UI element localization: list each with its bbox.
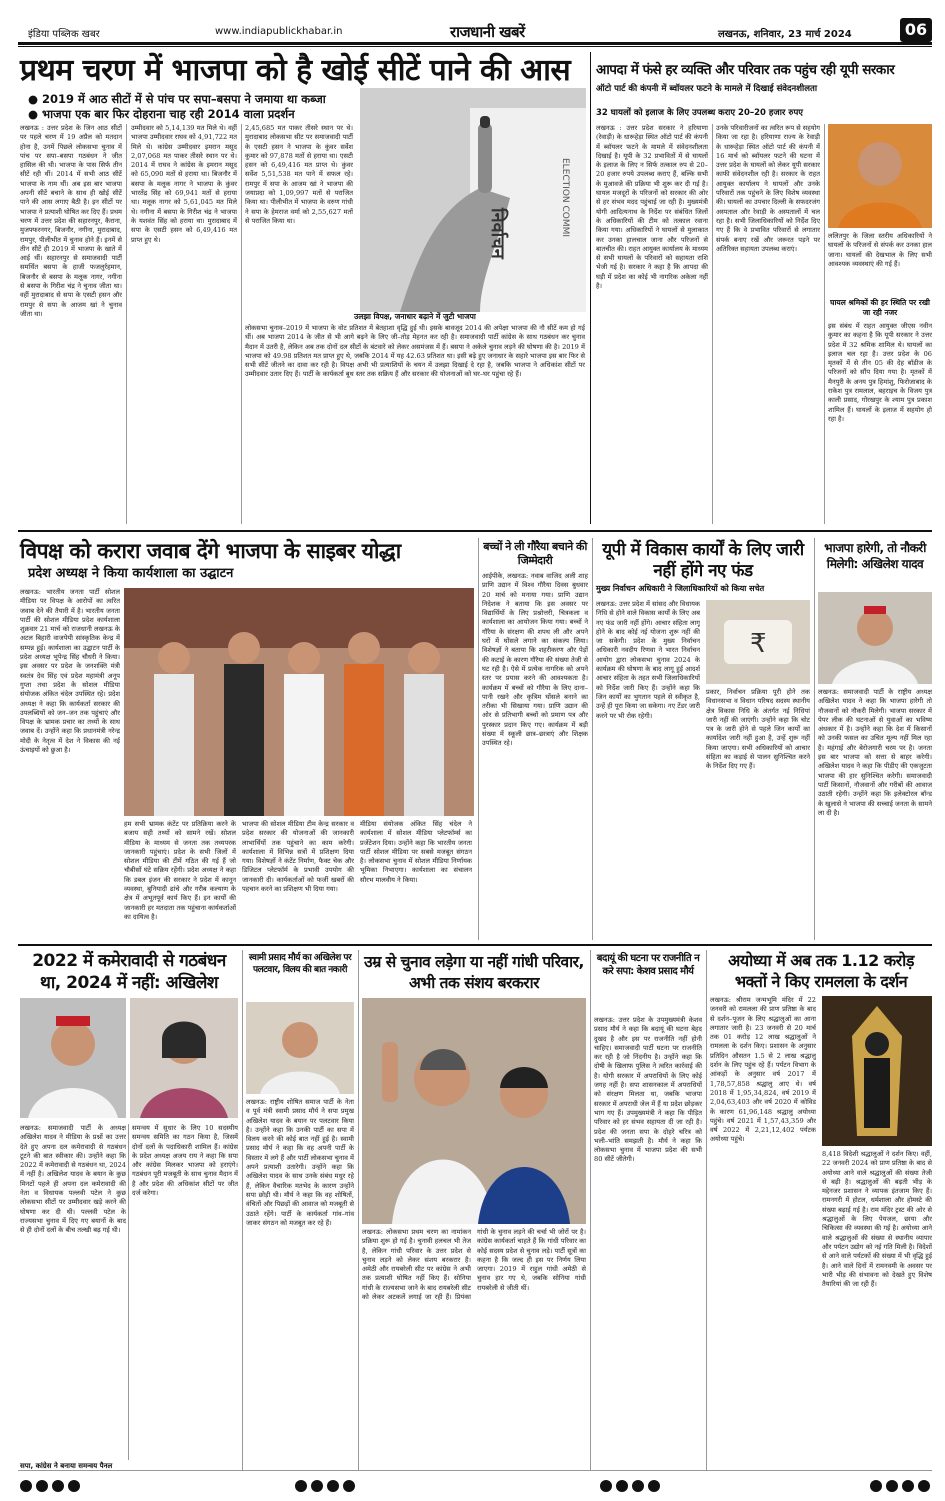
ballot-sign-en: ELECTION COMMI <box>560 158 570 238</box>
rupee-illustration <box>706 600 810 684</box>
badaun-headline: बदायूं की घटना पर राजनीति न करे सपा: केशव प्रसाद मौर्य <box>596 953 700 977</box>
row-divider <box>18 530 932 532</box>
portrait-illustration <box>130 998 238 1118</box>
col-rule <box>478 538 479 940</box>
section-divider <box>590 52 591 524</box>
story1-analysis: लोकसभा चुनाव–2019 में भाजपा के वोट प्रतिशत में बेतहाशा वृद्धि हुई थी। इसके बावजूद 2014 की अपेक्षा भाजपा की नौ सीटें कम हो गई थीं। अब भाजपा 2014 के जीत से भी आगे बढ़ने के लिए जी–तोड़ मेहनत कर रही है। समाजवादी पार्टी कांग्रेस के साथ गठबंधन कर चुनाव मैदान में उतरी है, लेकिन अब तक दोनों दल सीटों के बंटवारे को लेकर असमंजस में हैं। बसपा ने अकेले चुनाव लड़ने की घोषणा की है। 2019 में भाजपा को 49.98 प्रतिशत मत प्राप्त हुए थे, जबकि 2014 में यह 42.63 प्रतिशत था। इसी बढ़े हुए जनाधार के सहारे भाजपा इस बार फिर से सभी सीटें जीतने का दावा कर रही है। विपक्ष अभी भी प्रत्याशियों के चयन में उलझा दिखाई दे रहा है, जबकि भाजपा ने अधिकांश सीटों पर उम्मीदवार उतार दिए हैं। पार्टी के कार्यकर्ता बूथ स्तर तक सक्रिय हैं और सरकार की योजनाओं को घर–घर पहुंचा रहे हैं। <box>245 324 585 379</box>
swami-photo <box>246 1002 354 1094</box>
hospital-col1: लखनऊ : उत्तर प्रदेश सरकार ने हरियाणा (रेवाड़ी) के धारूहेड़ा स्थित ऑटो पार्ट की कंपनी में ब्वॉयलर फटने के मामले में संवेदनशीलता दिखाई है। यूपी के 32 प्रभावितों में से घायलों के इलाज के लिए न सिर्फ तत्काल रुप से 20–20 हजार रुपये उपलब्ध कराए हैं, बल्कि सभी के मुआवजे की प्रक्रिया भी शुरू कर दी गई है। घायल मजदूरों के परिजनों को सरकार की ओर से हर संभव मदद पहुंचाई जा रही है। मुख्यमंत्री योगी आदित्यनाथ के निर्देश पर संबंधित जिलों के अधिकारियों की टीम को तत्काल रवाना किया गया। अधिकारियों ने घायलों से मुलाकात कर उनका हालचाल जाना और परिजनों से बातचीत की। राहत आयुक्त कार्यालय के माध्यम से सभी घायलों के परिवारों को सहायता राशि भेजी गई है। सरकार ने कहा है कि आपदा की घड़ी में प्रदेश का कोई भी नागरिक अकेला नहीं है। <box>596 124 708 291</box>
pallavi-photo <box>130 998 238 1118</box>
footer-rule <box>18 1470 932 1471</box>
portrait-illustration <box>818 592 932 684</box>
cyber-col4: मीडिया संयोजक अंकित सिंह चंदेल ने कार्यशाला में सोशल मीडिया प्लेटफॉर्म्स का प्रजेंटेशन दिया। उन्होंने कहा कि भारतीय जनता पार्टी सोशल मीडिया पर सबसे मजबूत संगठन है। लोकसभा चुनाव में सोशल मीडिया निर्णायक भूमिका निभाएगा। कार्यशाला का संचालन सौरभ मालवीय ने किया। <box>360 820 472 884</box>
ayodhya-col2: 8,418 विदेशी श्रद्धालुओं ने दर्शन किए। वहीं, 22 जनवरी 2024 को प्राण प्रतिष्ठा के बाद से अयोध्या आने वाले श्रद्धालुओं की संख्या तेजी से बढ़ी है। श्रद्धालुओं की बढ़ती भीड़ के मद्देनजर प्रशासन ने व्यापक इंतजाम किए हैं। रामनगरी में होटल, धर्मशाला और होमस्टे की संख्या बढ़ाई गई है। राम मंदिर ट्रस्ट की ओर से श्रद्धालुओं के लिए पेयजल, छाया और चिकित्सा की व्यवस्था की गई है। अयोध्या आने वाले श्रद्धालुओं की संख्या से स्थानीय व्यापार और पर्यटन उद्योग को नई गति मिली है। विदेशों से आने वाले पर्यटकों की संख्या में भी वृद्धि हुई है। आने वाले दिनों में रामनवमी के अवसर पर भारी भीड़ की संभावना को देखते हुए विशेष तैयारियां की जा रही हैं। <box>822 1150 932 1289</box>
website[interactable]: www.indiapublickhabar.in <box>215 26 343 37</box>
col-rule <box>712 124 713 524</box>
ballot-sign-hindi: निर्वाचन <box>487 208 508 259</box>
voting-photo <box>360 88 586 312</box>
hospital-subhead: घायल श्रमिकों की हर स्थिति पर रखी जा रही नजर <box>830 298 930 317</box>
cyber-col3: भाजपा की सोशल मीडिया टीम केन्द्र सरकार व प्रदेश सरकार की योजनाओं की जानकारी लाभार्थियों तक पहुंचाने का काम करेगी। कार्यशाला में विभिन्न सत्रों में प्रशिक्षण दिया गया। विशेषज्ञों ने कंटेंट निर्माण, फैक्ट चेक और डिजिटल प्लेटफॉर्म के प्रभावी उपयोग की जानकारी दी। कार्यकर्ताओं को फर्जी खबरों की पहचान करने का प्रशिक्षण भी दिया गया। <box>242 820 354 894</box>
gandhi-photo <box>362 998 586 1224</box>
col-rule <box>241 124 242 524</box>
col-rule <box>706 950 707 1470</box>
swami-headline: स्वामी प्रसाद मौर्य का अखिलेश पर पलटवार, विलय की बात नकारी <box>248 953 352 975</box>
col-rule <box>242 950 243 1470</box>
cyber-col1: लखनऊ: भारतीय जनता पार्टी सोशल मीडिया पर विपक्ष के आरोपों का त्वरित जवाब देने की तैयारी में है। भारतीय जनता पार्टी की सोशल मीडिया प्रदेश कार्यशाला शुक्रवार 21 मार्च को राजधानी लखनऊ के अटल बिहारी वाजपेयी सांस्कृतिक केन्द्र में सम्पन्न हुई। कार्यशाला का उद्घाटन पार्टी के प्रदेश अध्यक्ष भूपेन्द्र सिंह चौधरी ने किया। इस अवसर पर प्रदेश के जनशक्ति मंत्री स्वतंत्र देव सिंह एवं प्रदेश महामंत्री अनूप गुप्ता तथा प्रदेश के सोशल मीडिया संयोजक अंकित चंदेल उपस्थित रहे। प्रदेश अध्यक्ष ने कहा कि कार्यकर्ता सरकार की उपलब्धियों को जन–जन तक पहुंचाएं और विपक्ष के भ्रामक प्रचार का तथ्यों के साथ जवाब दें। उन्होंने कहा कि प्रधानमंत्री नरेन्द्र मोदी के नेतृत्व में देश ने विकास की नई ऊंचाइयों को छुआ है। <box>20 588 120 755</box>
ayodhya-headline: अयोध्या में अब तक 1.12 करोड़ भक्तों ने किए रामलला के दर्शन <box>728 951 914 991</box>
cyber-subheadline: प्रदेश अध्यक्ष ने किया कार्यशाला का उद्घाटन <box>28 566 234 581</box>
story1-col3: 2,45,685 मत पाकर तीसरे स्थान पर थे। मुरादाबाद लोकसभा सीट पर समाजवादी पार्टी के एसटी हसन ने भाजपा के कुंवर सर्वेश कुमार को 97,878 मतों से हराया था। एसटी हसन को 6,49,416 मत प्राप्त थे। कुंवर सर्वेश 5,51,538 मत पाने में सफल रहे। रामपुर में सपा के आजम खां ने भाजपा की जयाप्रदा को 1,09,997 मतों से पराजित किया था। पीलीभीत में भाजपा के वरुण गांधी ने सपा के हेमराज वर्मा को 2,55,627 मतों से पराजित किया था। <box>245 124 353 225</box>
voting-illustration <box>360 88 586 312</box>
portrait-illustration <box>246 1002 354 1094</box>
col-rule <box>592 538 593 940</box>
event-illustration <box>124 588 474 816</box>
story1-bullet2: ● भाजपा एक बार फिर दोहराना चाह रही 2014 वाला प्रदर्शन <box>28 107 295 121</box>
story2022-col2: समन्वय में सुधार के लिए 10 सदस्यीय समन्वय समिति का गठन किया है, जिसमें दोनों दलों के पदाधिकारी शामिल हैं। कांग्रेस के प्रदेश अध्यक्ष अजय राय ने कहा कि सपा और कांग्रेस मिलकर भाजपा को हराएंगे। गठबंधन पूरी मजबूती के साथ चुनाव मैदान में है और प्रदेश की अधिकांश सीटों पर जीत दर्ज करेगा। <box>132 1124 238 1198</box>
akhilesh-loss-headline: भाजपा हारेगी, तो नौकरी मिलेगी: अखिलेश यादव <box>824 541 926 571</box>
akhilesh-photo-2 <box>20 998 126 1118</box>
footer-dots <box>600 1480 660 1492</box>
cyber-col2: हम सभी भ्रामक कंटेंट पर प्रतिक्रिया करने के बजाय सही तथ्यों को सामने रखें। सोशल मीडिया के माध्यम से जनता तक तथ्यपरक जानकारी पहुंचाएं। प्रदेश के सभी जिलों में सोशल मीडिया की टीमें गठित की गई हैं जो चौबीसों घंटे सक्रिय रहेंगी। प्रदेश अध्यक्ष ने कहा कि डबल इंजन की सरकार ने प्रदेश में कानून व्यवस्था, बुनियादी ढांचे और गरीब कल्याण के क्षेत्र में अभूतपूर्व कार्य किए हैं। इन कार्यों की जानकारी हर मतदाता तक पहुंचाना कार्यकर्ताओं का दायित्व है। <box>124 820 236 921</box>
masthead-bar <box>0 0 945 44</box>
dateline: लखनऊ, शनिवार, 23 मार्च 2024 <box>718 29 852 40</box>
col-rule <box>814 538 815 940</box>
header-rule-thin <box>18 46 932 47</box>
footer-dots <box>870 1480 930 1492</box>
badaun-body: लखनऊ: उत्तर प्रदेश के उपमुख्यमंत्री केशव प्रसाद मौर्य ने कहा कि बदायूं की घटना बेहद दुखद है और इस पर राजनीति नहीं होनी चाहिए। समाजवादी पार्टी घटना पर राजनीति कर रही है जो निंदनीय है। उन्होंने कहा कि दोषी के खिलाफ पुलिस ने त्वरित कार्रवाई की है। योगी सरकार में अपराधियों के लिए कोई जगह नहीं है। सपा शासनकाल में अपराधियों को संरक्षण मिलता था, जबकि भाजपा सरकार में अपराधी जेल में हैं या प्रदेश छोड़कर भाग गए हैं। उपमुख्यमंत्री ने कहा कि पीड़ित परिवार को हर संभव सहायता दी जा रही है। प्रदेश की जनता सपा के दोहरे चरित्र को भली–भांति समझती है। मौर्य ने कहा कि लोकसभा चुनाव में भाजपा प्रदेश की सभी 80 सीटें जीतेगी। <box>594 1016 702 1164</box>
page-number: 06 <box>900 18 932 42</box>
funds-subheadline: मुख्य निर्वाचन अधिकारी ने जिलाधिकारियों को किया सचेत <box>596 584 765 593</box>
story1-col1: लखनऊ : उत्तर प्रदेश के जिन आठ सीटों पर पहले चरण में 19 अप्रैल को मतदान होना है, उनमें पिछले लोकसभा चुनाव में पांच पर सपा–बसपा गठबंधन ने जीत हासिल की थी। भाजपा के पास सिर्फ तीन सीटें रही थीं। 2014 में सभी आठ सीटें भाजपा के नाम थीं। अब इस बार भाजपा अपनी सीटें बचाने के साथ ही खोई सीटें पाने की आस लगाए बैठी है। इन सीटों पर भाजपा ने प्रत्याशी घोषित कर दिए हैं। प्रथम चरण में उत्तर प्रदेश की सहारनपुर, कैराना, मुजफ्फरनगर, बिजनौर, नगीना, मुरादाबाद, रामपुर, पीलीभीत में चुनाव होने हैं। इनमें से तीन सीटें ही 2019 में भाजपा के खाते में आई थीं। सहारनपुर से समाजवादी पार्टी समर्थित बसपा के हाजी फजलुर्रहमान, बिजनौर से बसपा के मलूक नागर, नगीना से बसपा के गिरीश चंद्र ने चुनाव जीता था। वहीं मुरादाबाद से सपा के एसटी हसन और रामपुर से सपा के आजम खां ने चुनाव जीता था। <box>20 124 122 318</box>
cyber-photo <box>124 588 474 816</box>
col-rule <box>126 124 127 524</box>
funds-col2: प्रकार, निर्वाचन प्रक्रिया पूरी होने तक विधानसभा व विधान परिषद सदस्य स्थानीय क्षेत्र विकास निधि के अंतर्गत नई निधियां जारी नहीं की जाएंगी। उन्होंने कहा कि चोट पत्र के जारी होने से पहले जिन कार्यों का कार्यादेश जारी नहीं हुआ है, उन्हें शुरू नहीं किया जाएगा। सभी अधिकारियों को आचार संहिता का कड़ाई से पालन सुनिश्चित करने के निर्देश दिए गए हैं। <box>706 688 810 771</box>
footer-dots <box>20 1480 80 1492</box>
ayodhya-col1: लखनऊ: श्रीराम जन्मभूमि मंदिर में 22 जनवरी को रामलला की प्राण प्रतिष्ठा के बाद से दर्शन–पूजन के लिए श्रद्धालुओं का आना लगातार जारी है। 23 जनवरी से 20 मार्च तक 01 करोड़ 12 लाख श्रद्धालुओं ने रामलला के दर्शन किए। प्रशासन के अनुसार प्रतिदिन औसतन 1.5 से 2 लाख श्रद्धालु दर्शन के लिए पहुंच रहे हैं। पर्यटन विभाग के आंकड़ों के अनुसार वर्ष 2017 में 1,78,57,858 श्रद्धालु आए थे। वर्ष 2018 में 1,95,34,824, वर्ष 2019 में 2,04,63,403 और वर्ष 2020 में कोविड के कारण 61,96,148 श्रद्धालु अयोध्या पहुंचे। वर्ष 2021 में 1,57,43,359 और वर्ष 2022 में 2,21,12,402 पर्यटक अयोध्या पहुंचे। <box>710 996 816 1144</box>
bullet2-text: भाजपा एक बार फिर दोहराना चाह रही 2014 वाला प्रदर्शन <box>42 107 295 121</box>
col-rule <box>590 950 591 1470</box>
story1-bullet1: ● 2019 में आठ सीटों में से पांच पर सपा–बसपा ने जमाया था कब्जा <box>28 92 326 106</box>
hospital-col2: उनके परिवारीजनों का त्वरित रूप से सहयोग किया जा रहा है। हरियाणा राज्य के रेवाड़ी के धारूहेड़ा स्थित ऑटो पार्ट की कंपनी में 16 मार्च को ब्वॉयलर फटने की घटना में उत्तर प्रदेश के घायलों को लेकर यूपी सरकार काफी संवेदनशील रही है। सरकार के राहत आयुक्त कार्यालय ने घायलों और उनके परिवारों तक पहुंचने के लिए विशेष व्यवस्था की। घायलों का उपचार दिल्ली के सफदरजंग अस्पताल और रेवाड़ी के अस्पतालों में चल रहा है। सभी जिलाधिकारियों को निर्देश दिए गए हैं कि वे प्रभावित परिवारों से लगातार संपर्क बनाए रखें और जरूरत पड़ने पर अतिरिक्त सहायता उपलब्ध कराएं। <box>716 124 820 253</box>
funds-col1: लखनऊ: उत्तर प्रदेश में सांसद और विधायक निधि से होने वाले विकास कार्यों के लिए अब नए फंड जारी नहीं होंगे। आचार संहिता लागू होने के बाद कोई नई योजना शुरू नहीं की जा सकेगी। प्रदेश के मुख्य निर्वाचन अधिकारी नवदीप रिणवा ने भारत निर्वाचन आयोग द्वारा लोकसभा चुनाव 2024 के कार्यक्रम की घोषणा के बाद लागू हुई आदर्श आचार संहिता के तहत सभी जिलाधिकारियों को निर्देश जारी किए हैं। उन्होंने कहा कि जिन कार्यों का भुगतान पहले से स्वीकृत है, उन्हें ही पूरा किया जा सकेगा। नए टेंडर जारी करने पर भी रोक रहेगी। <box>596 600 700 720</box>
funds-photo <box>706 600 810 684</box>
svg-text:₹: ₹ <box>750 629 767 659</box>
story2022-col1: लखनऊ: समाजवादी पार्टी के अध्यक्ष अखिलेश यादव ने मीडिया के प्रश्नों का उत्तर देते हुए अपना दल कमेरावादी से गठबंधन टूटने की बात स्वीकार की। उन्होंने कहा कि 2022 में कमेरावादी से गठबंधन था, 2024 में नहीं है। अखिलेश यादव के बयान के कुछ मिनटों पहले ही अपना दल कमेरावादी की नेता व विधायक पल्लवी पटेल ने कुछ लोकसभा सीटों पर उम्मीदवार खड़े करने की घोषणा कर दी थी। पल्लवी पटेल के राज्यसभा चुनाव में दिए गए बयानों के बाद से ही दोनों दलों के बीच तल्खी बढ़ गई थी। <box>20 1124 126 1235</box>
rally-illustration <box>362 998 586 1224</box>
bullet1-text: 2019 में आठ सीटों में से पांच पर सपा–बसपा ने जमाया था कब्जा <box>42 92 326 106</box>
story2022-footer: सपा, कांग्रेस ने बनाया समन्वय पैनल <box>20 1462 113 1470</box>
swami-body: लखनऊ: राष्ट्रीय शोषित समाज पार्टी के नेता व पूर्व मंत्री स्वामी प्रसाद मौर्य ने सपा प्रमुख अखिलेश यादव के बयान पर पलटवार किया है। उन्होंने कहा कि उनकी पार्टी का सपा में विलय करने की कोई बात नहीं हुई है। स्वामी प्रसाद मौर्य ने कहा कि वह अपनी पार्टी के विस्तार में लगे हैं और पार्टी लोकसभा चुनाव में अपने प्रत्याशी उतारेगी। उन्होंने कहा कि अखिलेश यादव के साथ उनके संबंध मधुर रहे हैं, लेकिन वैचारिक मतभेद के कारण उन्होंने सपा छोड़ी थी। मौर्य ने कहा कि वह शोषितों, वंचितों और पिछड़ों की आवाज को मजबूती से उठाते रहेंगे। पार्टी के कार्यकर्ता गांव–गांव जाकर संगठन को मजबूत कर रहे हैं। <box>246 1098 354 1227</box>
ramlalla-photo <box>822 996 932 1146</box>
idol-illustration <box>822 996 932 1146</box>
akhilesh-photo <box>818 592 932 684</box>
section-title: राजधानी खबरें <box>450 23 525 41</box>
gandhi-body: लखनऊ: लोकसभा प्रथम चरण का नामांकन प्रक्रिया शुरू हो गई है। चुनावी हलचल भी तेज है, लेकिन गांधी परिवार के उत्तर प्रदेश से चुनाव लड़ने को लेकर संशय बरकरार है। अमेठी और रायबरेली सीट पर कांग्रेस ने अभी तक प्रत्याशी घोषित नहीं किए हैं। सोनिया गांधी के राज्यसभा जाने के बाद रायबरेली सीट को लेकर अटकलें लगाई जा रही हैं। प्रियंका गांधी के चुनाव लड़ने की चर्चा भी जोरों पर है। कांग्रेस कार्यकर्ता चाहते हैं कि गांधी परिवार का कोई सदस्य प्रदेश से चुनाव लड़े। पार्टी सूत्रों का कहना है कि जल्द ही इस पर निर्णय लिया जाएगा। 2019 में राहुल गांधी अमेठी से चुनाव हार गए थे, जबकि सोनिया गांधी रायबरेली से जीती थीं। <box>362 1228 586 1302</box>
paper-name: इंडिया पब्लिक खबर <box>28 29 100 40</box>
portrait-illustration <box>828 124 932 228</box>
cyber-headline: विपक्ष को करारा जवाब देंगे भाजपा के साइबर योद्धा <box>20 539 401 563</box>
hospital-bullet2: 32 घायलों को इलाज के लिए उपलब्ध कराए 20–20 हजार रुपए <box>596 108 803 118</box>
story2022-headline: 2022 में कमेरावादी से गठबंधन था, 2024 में नहीं: अखिलेश <box>32 951 226 993</box>
gandhi-headline: उम्र से चुनाव लड़ेगा या नहीं गांधी परिवार, अभी तक संशय बरकरार <box>364 953 584 992</box>
funds-headline: यूपी में विकास कार्यों के लिए जारी नहीं होंगे नए फंड <box>602 540 804 581</box>
hospital-col3b: इस संबंध में राहत आयुक्त जीएस नवीन कुमार का कहना है कि यूपी सरकार ने उत्तर प्रदेश में 32 श्रमिक शामिल थे। घायलों का इलाज चल रहा है। उत्तर प्रदेश के 06 मृतकों में से तीन 05 की देह बॉडीज के परिजनों को सौंप दिया गया है। मृतकों में मैनपुरी के अनय पुत्र हिमांशु, फिरोजाबाद के राकेश पुत्र रामलाल, बहराइच के विजय पुत्र काली प्रसाद, गोरखपुर के श्याम पुत्र प्रकाश शामिल हैं। घायलों के इलाज में सहयोग हो रहा है। <box>828 322 932 423</box>
sparrow-body: आईपीके, लखनऊ: नवाब वाजिद अली शाह प्राणि उद्यान में विश्व गौरैया दिवस बुधवार 20 मार्च को मनाया गया। प्राणि उद्यान निदेशक ने बताया कि इस अवसर पर विद्यार्थियों के लिए प्रश्नोत्तरी, चित्रकला व कार्यशाला का आयोजन किया गया। बच्चों ने गौरैया के संरक्षण की शपथ ली और अपने घरों में घोंसले लगाने का संकल्प लिया। विशेषज्ञों ने बताया कि शहरीकरण और पेड़ों की कटाई के कारण गौरैया की संख्या तेजी से घट रही है। ऐसे में प्रत्येक नागरिक को अपने स्तर पर प्रयास करने की आवश्यकता है। कार्यक्रम में बच्चों को गौरैया के लिए दाना–पानी रखने और कृत्रिम घोंसले बनाने का तरीका भी सिखाया गया। प्राणि उद्यान की ओर से प्रतिभागी बच्चों को प्रमाण पत्र और पुरस्कार प्रदान किए गए। कार्यक्रम में बड़ी संख्या में स्कूली छात्र–छात्राएं और शिक्षक उपस्थित रहे। <box>482 572 588 748</box>
col-rule <box>824 124 825 524</box>
footer-dots <box>295 1480 355 1492</box>
col-rule <box>358 950 359 1470</box>
row-divider <box>18 944 932 946</box>
col-rule <box>128 1124 129 1460</box>
sparrow-headline: बच्चों ने ली गौरैया बचाने की जिम्मेदारी <box>483 540 587 567</box>
akhilesh-loss-body: लखनऊ: समाजवादी पार्टी के राष्ट्रीय अध्यक्ष अखिलेश यादव ने कहा कि भाजपा हारेगी तो नौजवानों को नौकरी मिलेगी। भाजपा सरकार में पेपर लीक की घटनाओं से युवाओं का भविष्य अंधकार में है। उन्होंने कहा कि देश में किसानों को उनकी फसल का उचित मूल्य नहीं मिल रहा है। महंगाई और बेरोजगारी चरम पर है। जनता इस बार भाजपा को सत्ता से बाहर करेगी। अखिलेश यादव ने कहा कि पीडीए की एकजुटता भाजपा की हार सुनिश्चित करेगी। समाजवादी पार्टी किसानों, नौजवानों और गरीबों की आवाज उठाती रहेगी। उन्होंने कहा कि इलेक्टोरल बॉन्ड के खुलासे ने भाजपा की सच्चाई जनता के सामने ला दी है। <box>818 688 932 817</box>
yogi-photo <box>828 124 932 228</box>
voting-photo-caption: उलझा विपक्ष, जनाधार बढ़ाने में जुटी भाजपा <box>354 312 476 321</box>
story1-col2: उम्मीदवार को 5,14,139 मत मिले थे। वहीं भाजपा उम्मीदवार राघव को 4,91,722 मत मिले थे। कांग्रेस उम्मीदवार इमरान मसूद 2,07,068 मत पाकर तीसरे स्थान पर थे। 2014 में राघव ने कांग्रेस के इमरान मसूद को 65,090 मतों से हराया था। बिजनौर में बसपा के मलूक नागर ने भाजपा के कुंवर भारतेंद्र सिंह को 69,941 मतों से हराया था। मलूक नागर को 5,61,045 मत मिले थे। नगीना में बसपा के गिरीश चंद्र ने भाजपा के यशवंत सिंह को हराया था। मुरादाबाद में सपा के एसटी हसन को 6,49,416 मत प्राप्त हुए थे। <box>131 124 237 244</box>
story1-headline: प्रथम चरण में भाजपा को है खोई सीटें पाने की आस <box>20 53 571 88</box>
hospital-col3: ललितपुर के जिला स्तरीय अधिकारियों ने घायलों के परिजनों से संपर्क कर उनका हाल जाना। घायलों की देखभाल के लिए सभी आवश्यक व्यवस्थाएं की गई हैं। <box>828 232 932 268</box>
portrait-illustration <box>20 998 126 1118</box>
hospital-headline: आपदा में फंसे हर व्यक्ति और परिवार तक पहुंच रही यूपी सरकार <box>596 62 895 78</box>
hospital-bullet1: ऑटो पार्ट की कंपनी में ब्वॉयलर फटने के मामले में दिखाई संवेदनशीलता <box>596 84 818 94</box>
header-rule <box>18 42 932 45</box>
